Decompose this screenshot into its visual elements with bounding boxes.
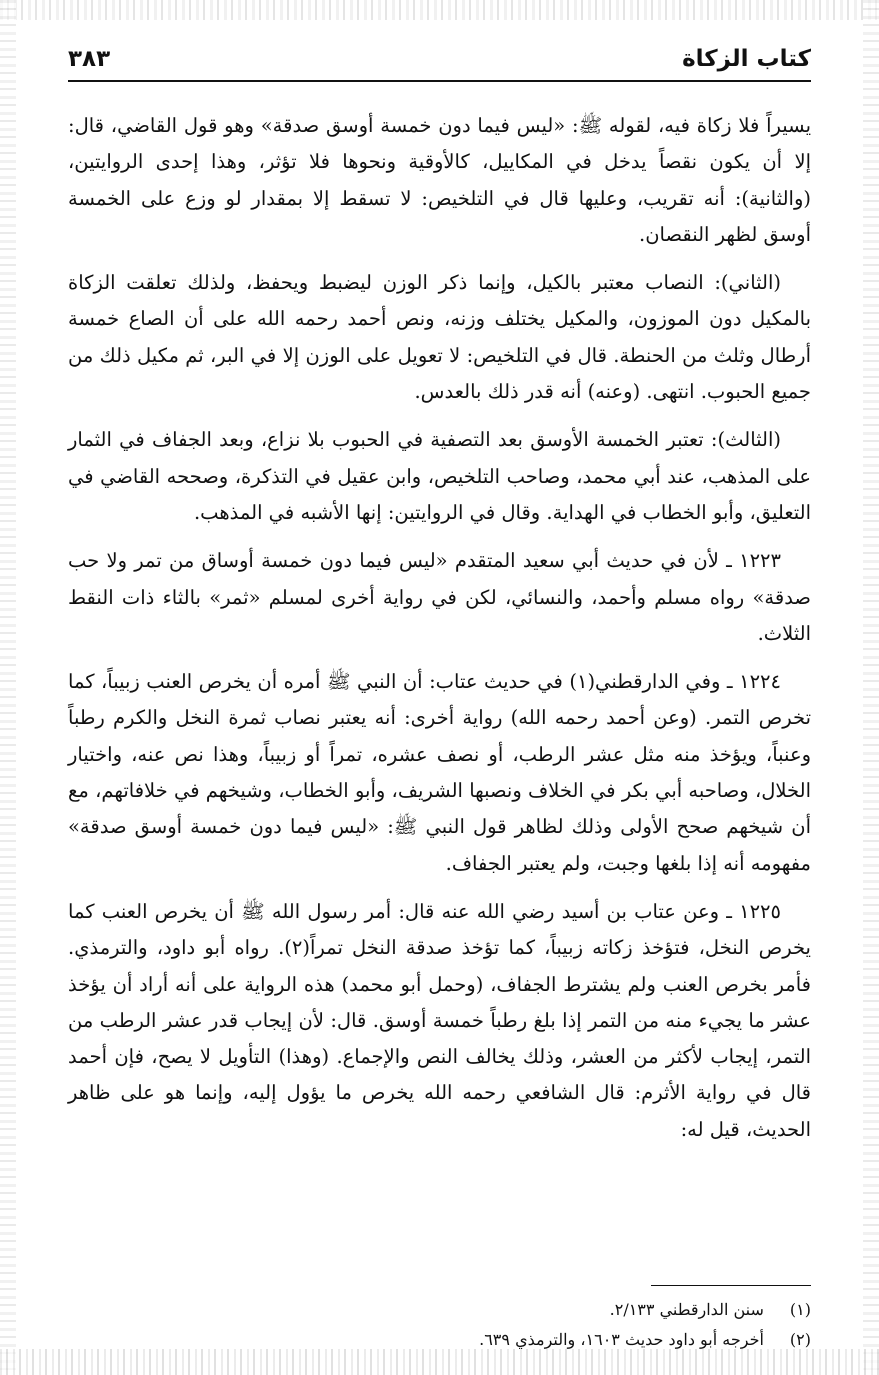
footnote-text: سنن الدارقطني ٢/١٣٣. [609, 1300, 764, 1319]
page-number: ٣٨٣ [68, 46, 111, 72]
paragraph: (الثاني): النصاب معتبر بالكيل، وإنما ذكر الوزن ليضبط ويحفظ، ولذلك تعلقت الزكاة بالمكيل دون الموزون، والمكيل يختلف وزنه، ونص أحمد رحمه الله على أن الصاع خمسة أرطال وثلث من الحنطة. قال في التلخيص: لا تعويل على الوزن إلا في البر، ثم مكيل ذلك من جميع الحبوب. انتهى. (وعنه) أنه قدر ذلك بالعدس. [68, 271, 811, 404]
page-header [68, 40, 811, 82]
paragraph: ١٢٢٥ ـ وعن عتاب بن أسيد رضي الله عنه قال: أمر رسول الله ﷺ أن يخرص العنب كما يخرص النخل، فتؤخذ زكاته زبيباً، كما تؤخذ صدقة النخل تمراً(٢). رواه أبو داود، والترمذي. فأمر بخرص العنب ولم يشترط الجفاف، (وحمل أبو محمد) هذه الرواية على أنه أراد أن يؤخذ عشر ما يجيء منه من التمر إذا بلغ رطباً خمسة أوسق. قال: لأن إيجاب قدر عشر الرطب من التمر، إيجاب لأكثر من العشر، وذلك يخالف النص والإجماع. (وهذا) التأويل لا يصح، فإن أحمد قال في رواية الأثرم: قال الشافعي رحمه الله يخرص ما يؤول إليه، وإنما هو على ظاهر الحديث، قيل له: [68, 899, 811, 1141]
paragraph: يسيراً فلا زكاة فيه، لقوله ﷺ: «ليس فيما دون خمسة أوسق صدقة» وهو قول القاضي، قال: إلا أن يكون نقصاً يدخل في المكاييل، كالأوقية ونحوها فلا تؤثر، وهذا إحدى الروايتين، (والثانية): أنه تقريب، وعليها قال في التلخيص: لا تسقط إلا بمقدار لو وزع على الخمسة أوسق لظهر النقصان. [68, 114, 811, 246]
footnote [68, 1295, 811, 1325]
footnote-number: (٢) [789, 1330, 811, 1349]
footnote [68, 1325, 811, 1355]
footnotes [68, 1295, 811, 1355]
scan-edge-top [0, 0, 879, 20]
footnote-divider [651, 1285, 811, 1286]
paragraph: (الثالث): تعتبر الخمسة الأوسق بعد التصفية في الحبوب بلا نزاع، وبعد الجفاف في الثمار على المذهب، عند أبي محمد، وصاحب التلخيص، وابن عقيل في التذكرة، وصححه القاضي في التعليق، وأبو الخطاب في الهداية. وقال في الروايتين: إنها الأشبه في المذهب. [68, 428, 811, 524]
footnote-number: (١) [789, 1300, 811, 1319]
paragraph: ١٢٢٤ ـ وفي الدارقطني(١) في حديث عتاب: أن النبي ﷺ أمره أن يخرص العنب زبيباً، كما تخرص التمر. (وعن أحمد رحمه الله) رواية أخرى: أنه يعتبر نصاب ثمرة النخل والكرم رطباً وعنباً، ويؤخذ منه مثل عشر الرطب، أو نصف عشره، تمراً أو زبيباً، وهذا نص عنه، واختيار الخلال، وصاحبه أبي بكر في الخلاف ونصبها الشريف، وأبو الخطاب، وشيخهم في خلافاتهم، مع أن شيخهم صحح الأولى وذلك لظاهر قول النبي ﷺ: «ليس فيما دون خمسة أوسق صدقة» مفهومه أنه إذا بلغها وجبت، ولم يعتبر الجفاف. [68, 670, 811, 875]
scan-edge-left [0, 0, 16, 1375]
footnote-text: أخرجه أبو داود حديث ١٦٠٣، والترمذي ٦٣٩. [479, 1330, 764, 1349]
book-title: كتاب الزكاة [682, 46, 811, 72]
paragraph: ١٢٢٣ ـ لأن في حديث أبي سعيد المتقدم «ليس فيما دون خمسة أوساق من تمر ولا حب صدقة» رواه مسلم وأحمد، والنسائي، لكن في رواية أخرى لمسلم «ثمر» بالثاء ذات النقط الثلاث. [68, 549, 811, 645]
scan-edge-right [863, 0, 879, 1375]
page-body [68, 108, 811, 1160]
